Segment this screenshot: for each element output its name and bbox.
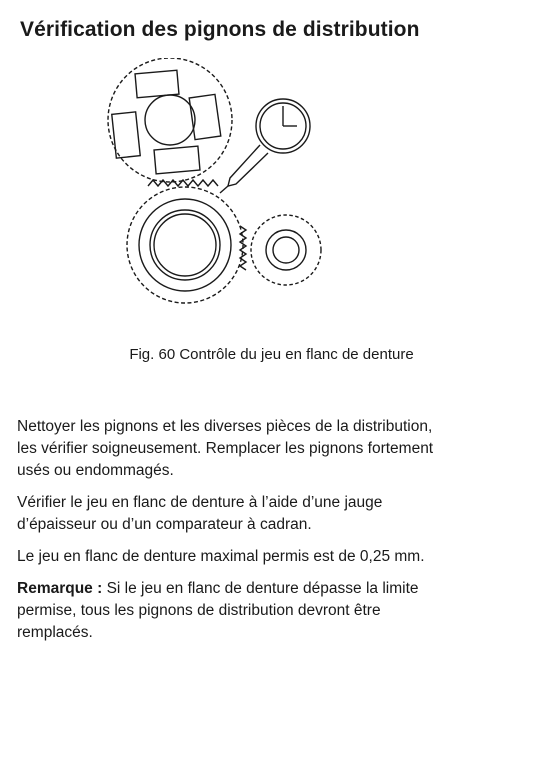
body-text xyxy=(17,416,447,654)
remark-label: Remarque : xyxy=(17,580,103,597)
paragraph-max-backlash: Le jeu en flanc de denture maximal permis est de 0,25 mm. xyxy=(17,548,425,565)
paragraph-verification: Vérifier le jeu en flanc de denture à l’aide d’une jauge d’épaisseur ou d’un comparateur à cadran. xyxy=(17,494,383,533)
remark-paragraph xyxy=(17,578,447,644)
gear-illustration xyxy=(100,58,340,328)
remark-text: Si le jeu en flanc de denture dépasse la limite permise, tous les pignons de distribution devront être remplacés. xyxy=(17,580,419,641)
page-title: Vérification des pignons de distribution xyxy=(20,18,420,41)
figure-caption: Fig. 60 Contrôle du jeu en flanc de denture xyxy=(129,346,414,363)
paragraph-cleaning: Nettoyer les pignons et les diverses pièces de la distribution, les vérifier soigneusement. Remplacer les pignons fortement usés ou endommagés. xyxy=(17,418,434,479)
gear-train-dial-gauge-illustration xyxy=(100,58,340,328)
